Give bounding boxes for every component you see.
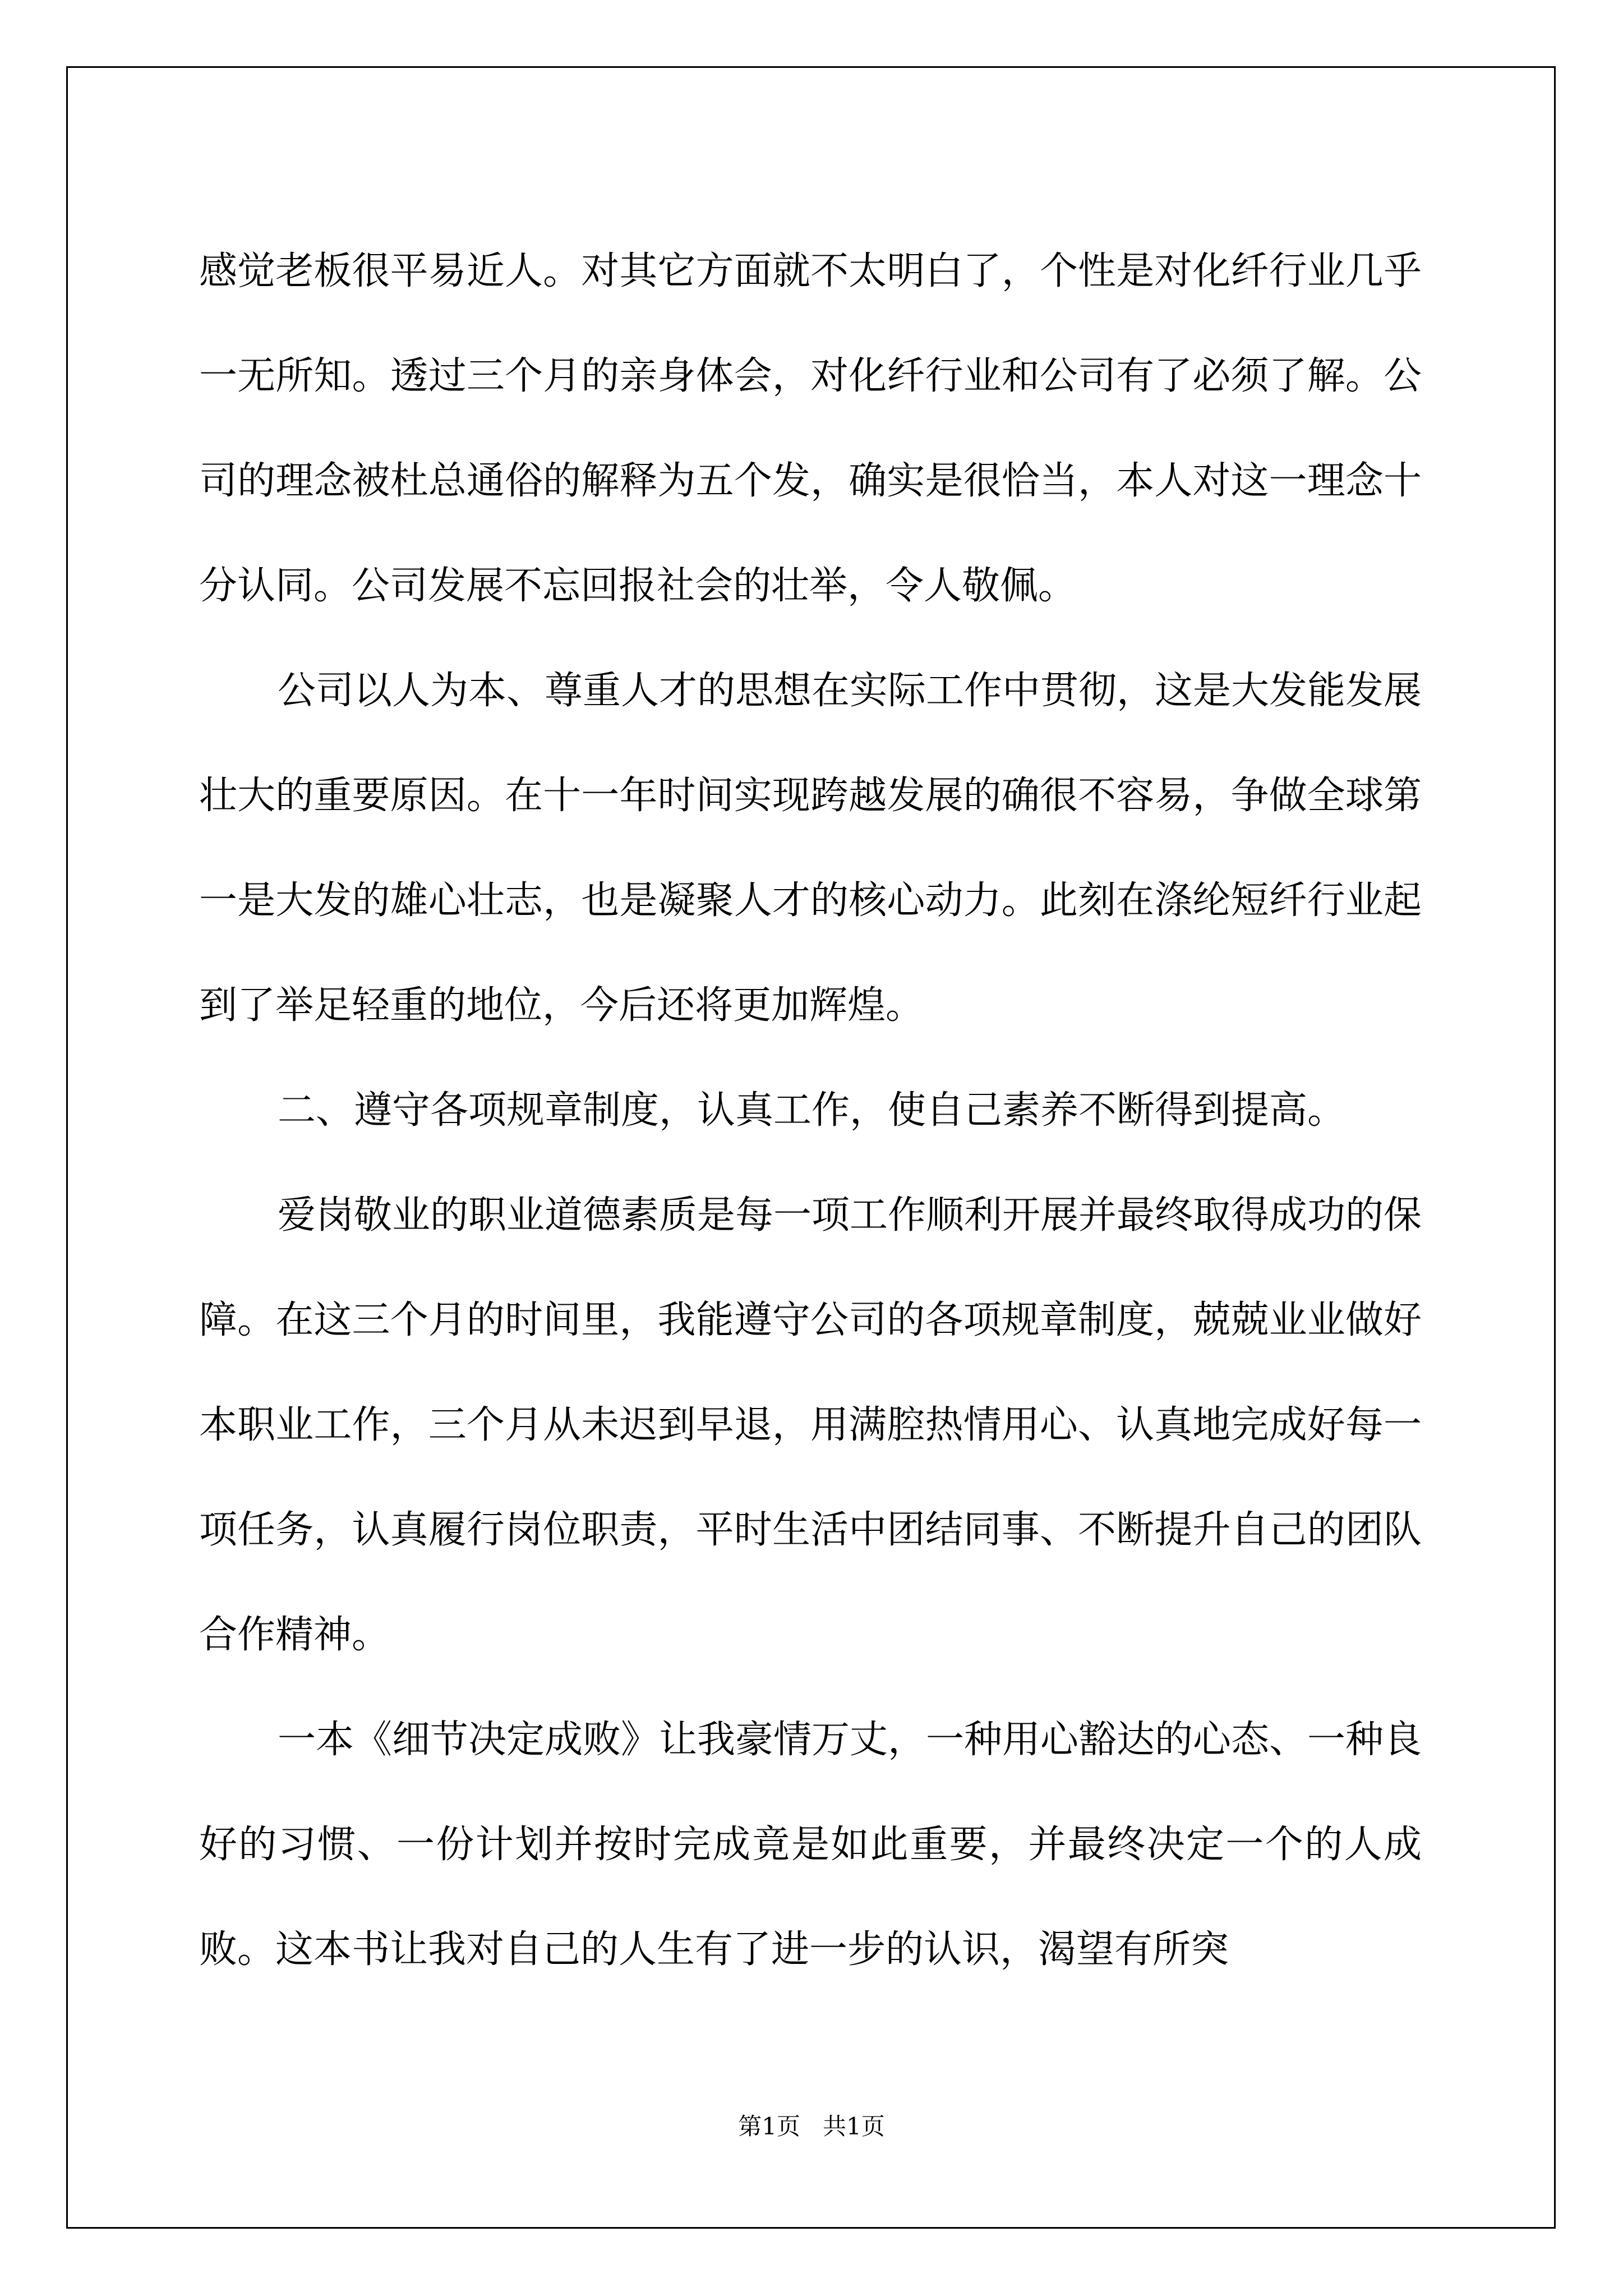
- paragraph-1: 感觉老板很平易近人。对其它方面就不太明白了，个性是对化纤行业几乎一无所知。透过三个月的亲身体会，对化纤行业和公司有了必须了解。公司的理念被杜总通俗的解释为五个发，确实是很恰当，本人对这一理念十分认同。公司发展不忘回报社会的壮举，令人敬佩。: [199, 249, 1422, 608]
- paragraph-2: 公司以人为本、尊重人才的思想在实际工作中贯彻，这是大发能发展壮大的重要原因。在十一年时间实现跨越发展的确很不容易，争做全球第一是大发的雄心壮志，也是凝聚人才的核心动力。此刻在涤纶短纤行业起到了举足轻重的地位，今后还将更加辉煌。: [199, 669, 1422, 1028]
- paragraph-4: 爱岗敬业的职业道德素质是每一项工作顺利开展并最终取得成功的保障。在这三个月的时间里，我能遵守公司的各项规章制度，兢兢业业做好本职业工作，三个月从未迟到早退，用满腔热情用心、认真地完成好每一项任务，认真履行岗位职责，平时生活中团结同事、不断提升自己的团队合作精神。: [199, 1193, 1422, 1657]
- document-body: [199, 219, 1422, 2002]
- paragraph-3: 二、遵守各项规章制度，认真工作，使自己素养不断得到提高。: [278, 1088, 1346, 1133]
- paragraph-5: 一本《细节决定成败》让我豪情万丈，一种用心豁达的心态、一种良好的习惯、一份计划并按时完成竟是如此重要，并最终决定一个的人成败。这本书让我对自己的人生有了进一步的认识，渴望有所突: [199, 1718, 1422, 1972]
- page-footer: 第1页 共1页: [738, 2113, 885, 2140]
